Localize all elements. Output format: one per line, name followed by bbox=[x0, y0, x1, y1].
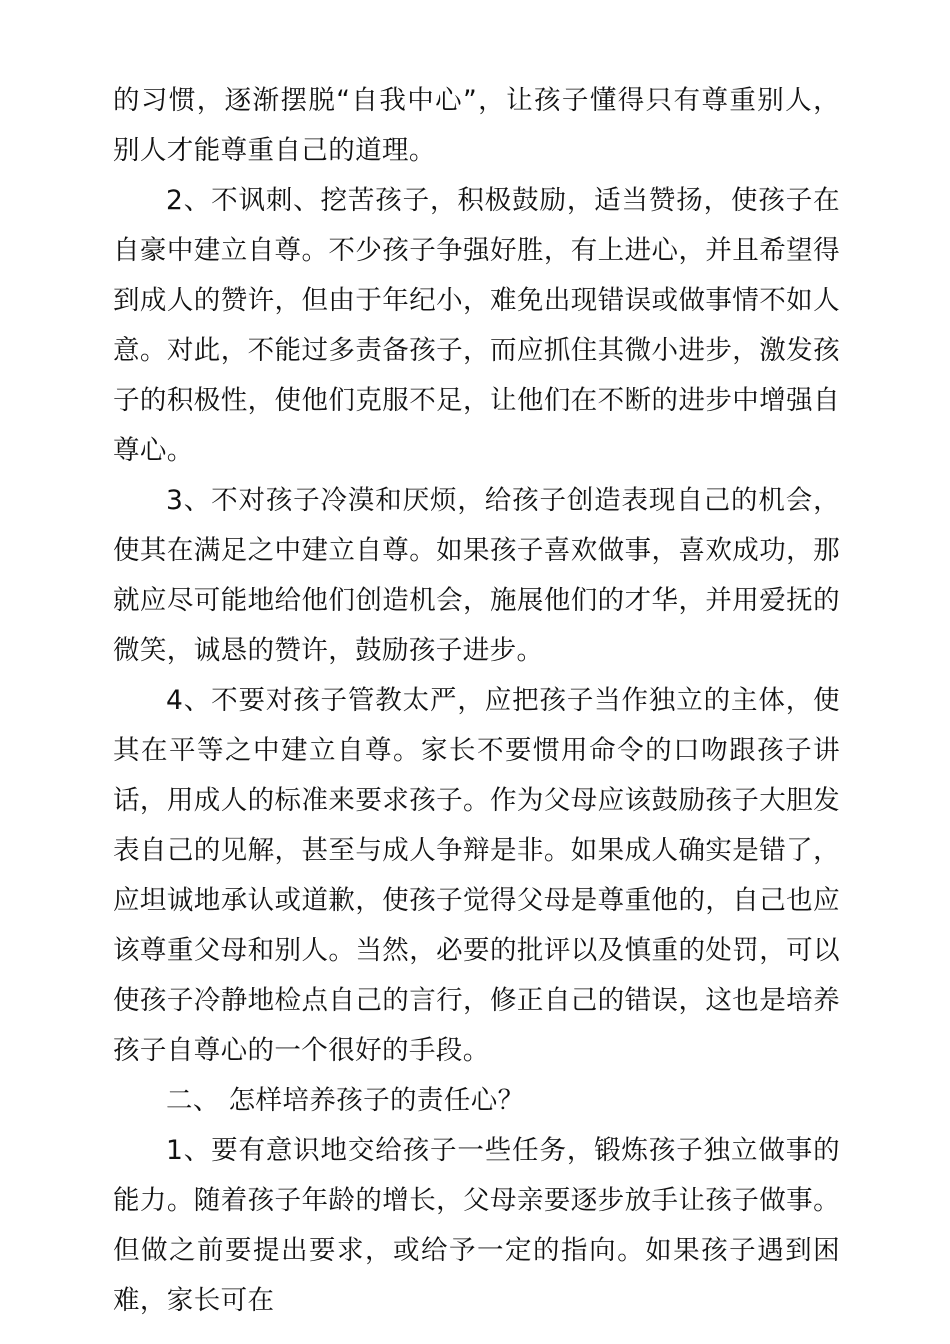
paragraph-continuation: 的习惯，逐渐摆脱“自我中心”，让孩子懂得只有尊重别人，别人才能尊重自己的道理。 bbox=[113, 85, 840, 166]
paragraph-point-4: 4、不要对孩子管教太严，应把孩子当作独立的主体，使其在平等之中建立自尊。家长不要惯用命令的口吻跟孩子讲话，用成人的标准来要求孩子。作为父母应该鼓励孩子大胆发表自己的见解，甚至与成人争辩是非。如果成人确实是错了，应坦诚地承认或道歉，使孩子觉得父母是尊重他的，自己也应该尊重父母和别人。当然，必要的批评以及慎重的处罚，可以使孩子冷静地检点自己的言行，修正自己的错误，这也是培养孩子自尊心的一个很好的手段。 bbox=[113, 685, 840, 1066]
document-body bbox=[113, 76, 840, 1326]
paragraph-point-2: 2、不讽刺、挖苦孩子，积极鼓励，适当赞扬，使孩子在自豪中建立自尊。不少孩子争强好胜，有上进心，并且希望得到成人的赞许，但由于年纪小，难免出现错误或做事情不如人意。对此，不能过多责备孩子，而应抓住其微小进步，激发孩子的积极性，使他们克服不足，让他们在不断的进步中增强自尊心。 bbox=[113, 185, 840, 466]
paragraph-point-3: 3、不对孩子冷漠和厌烦，给孩子创造表现自己的机会，使其在满足之中建立自尊。如果孩子喜欢做事，喜欢成功，那就应尽可能地给他们创造机会，施展他们的才华，并用爱抚的微笑，诚恳的赞许，鼓励孩子进步。 bbox=[113, 485, 840, 666]
section-heading-responsibility: 二、 怎样培养孩子的责任心？ bbox=[166, 1085, 525, 1116]
paragraph-responsibility-point-1: 1、要有意识地交给孩子一些任务，锻炼孩子独立做事的能力。随着孩子年龄的增长，父母亲要逐步放手让孩子做事。但做之前要提出要求，或给予一定的指向。如果孩子遇到困难，家长可在 bbox=[113, 1135, 840, 1316]
